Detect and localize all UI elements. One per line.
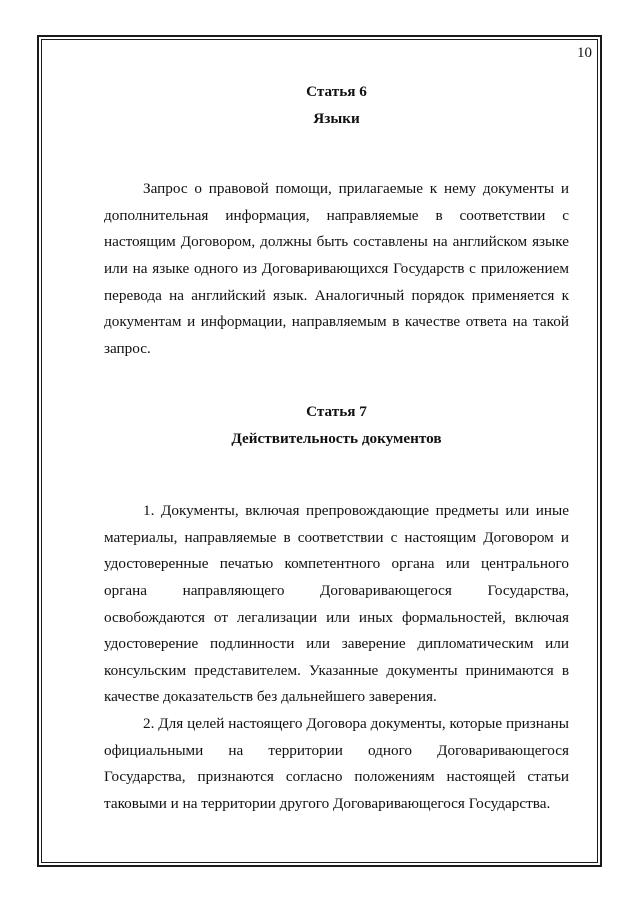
article-7-subtitle: Действительность документов [231, 429, 442, 447]
article-7 [104, 399, 569, 817]
article-6 [104, 79, 569, 357]
heading-gap [104, 132, 569, 176]
article-6-subtitle: Языки [313, 109, 360, 127]
heading-gap [104, 452, 569, 498]
page-number: 10 [577, 45, 592, 61]
article-7-title: Статья 7 [306, 403, 367, 420]
article-6-title: Статья 6 [306, 83, 367, 100]
article-6-paragraph: Запрос о правовой помощи, прилагаемые к нему документы и дополнительная информация, направляемые в соответствии с настоящим Договором, должны быть составлены на английском языке или на языке одного из Договаривающихся Государств с приложением перевода на английский язык. Аналогичный порядок применяется к документам и информации, направляемым в качестве ответа на такой запрос. [104, 180, 569, 357]
document-body [104, 79, 569, 817]
article-7-paragraph-1: 1. Документы, включая препровождающие предметы или иные материалы, направляемые в соответствии с настоящим Договором и удостоверенные печатью компетентного органа или центрального органа направляющего Договаривающегося Государства, освобождаются от легализации или иных формальностей, включая удостоверение подлинности или заверение дипломатическим или консульским представителем. Указанные документы принимаются в качестве доказательств без дальнейшего заверения. [104, 502, 569, 706]
section-gap [104, 354, 569, 399]
article-7-paragraph-2: 2. Для целей настоящего Договора документы, которые признаны официальными на территории одного Договаривающегося Государства, признаются согласно положениям настоящей статьи таковыми и на территории другого Договаривающегося Государства. [104, 714, 569, 812]
